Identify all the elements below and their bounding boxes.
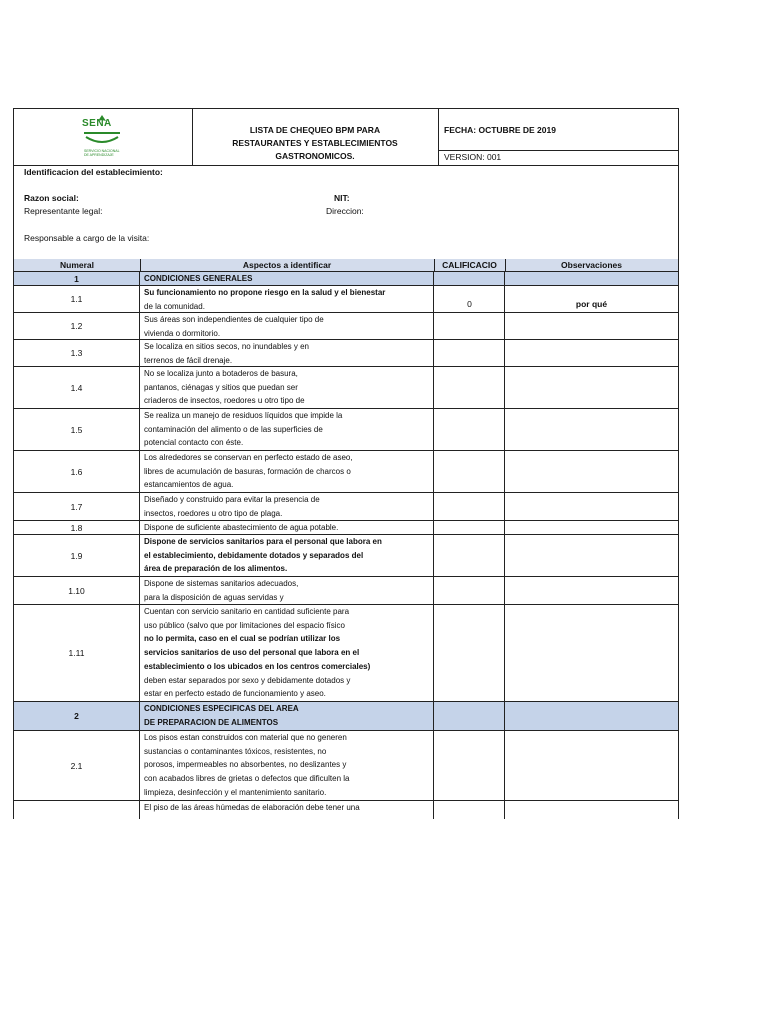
aspect-line: CONDICIONES ESPECIFICAS DEL AREA: [144, 704, 299, 713]
numeral-cell: 1: [14, 272, 140, 285]
calificacion-value: 0: [467, 299, 472, 309]
logo-subtitle: SERVICIO NACIONAL DE APRENDIZAJE: [84, 149, 120, 157]
numeral-header: Numeral: [59, 260, 94, 270]
numeral-cell: 1.11: [14, 605, 140, 701]
calificacion-cell[interactable]: [434, 521, 505, 534]
aspect-line: Dispone de sistemas sanitarios adecuados,: [144, 579, 299, 588]
numeral-cell: 1.10: [14, 577, 140, 604]
numeral-cell: [14, 801, 140, 819]
aspect-line: Cuentan con servicio sanitario en cantidad suficiente para: [144, 607, 350, 616]
aspect-line: Sus áreas son independientes de cualquier tipo de: [144, 315, 324, 324]
aspect-cell: [140, 521, 434, 534]
aspect-cell: [140, 801, 434, 819]
observaciones-value: por qué: [575, 299, 608, 309]
calificacion-cell[interactable]: [434, 605, 505, 701]
aspect-line: libres de acumulación de basuras, formación de charcos o: [144, 466, 351, 476]
aspect-line: Dispone de servicios sanitarios para el personal que labora en: [144, 537, 382, 546]
table-row: [14, 493, 678, 521]
aspect-cell: [140, 272, 434, 285]
observaciones-cell[interactable]: [505, 731, 678, 800]
observaciones-header: Observaciones: [561, 260, 622, 270]
title-line: GASTRONOMICOS.: [275, 151, 355, 161]
calificacion-cell[interactable]: [434, 535, 505, 576]
aspect-line: el establecimiento, debidamente dotados y separados del: [144, 550, 364, 560]
table-row: [14, 521, 678, 535]
aspect-line: contaminación del alimento o de las superficies de: [144, 424, 323, 434]
fecha-label: FECHA: OCTUBRE DE 2019: [444, 125, 556, 135]
observaciones-cell[interactable]: [505, 801, 678, 819]
observaciones-cell[interactable]: [505, 493, 678, 520]
identificacion-label: Identificacion del establecimiento:: [24, 167, 163, 177]
aspect-cell: [140, 577, 434, 604]
aspect-line: de la comunidad.: [144, 301, 205, 311]
numeral-cell: 1.2: [14, 313, 140, 339]
numeral-cell: 2.1: [14, 731, 140, 800]
observaciones-cell[interactable]: [505, 605, 678, 701]
aspect-line: criaderos de insectos, roedores u otro tipo de: [144, 396, 305, 406]
aspect-line: Diseñado y construido para evitar la presencia de: [144, 495, 320, 504]
numeral-cell: 2: [14, 702, 140, 730]
aspect-cell: [140, 313, 434, 339]
aspect-line: terrenos de fácil drenaje.: [144, 355, 233, 365]
observaciones-cell[interactable]: [505, 535, 678, 576]
table-row: [14, 731, 678, 801]
numeral-cell: 1.3: [14, 340, 140, 366]
observaciones-cell[interactable]: [505, 340, 678, 366]
aspect-line: estancamientos de agua.: [144, 480, 234, 490]
numeral-cell: 1.1: [14, 286, 140, 312]
aspect-line: uso público (salvo que por limitaciones del espacio físico: [144, 620, 345, 630]
aspect-line: estar en perfecto estado de funcionamiento y aseo.: [144, 689, 326, 699]
observaciones-cell[interactable]: [505, 577, 678, 604]
aspect-line: potencial contacto con éste.: [144, 438, 244, 448]
observaciones-cell[interactable]: [505, 367, 678, 408]
table-header: [14, 259, 678, 272]
razon-social-label: Razon social:: [24, 193, 79, 203]
calificacion-cell[interactable]: [434, 340, 505, 366]
observaciones-cell[interactable]: [505, 702, 678, 730]
numeral-cell: 1.5: [14, 409, 140, 450]
calificacion-cell[interactable]: [434, 367, 505, 408]
aspect-line: área de preparación de los alimentos.: [144, 564, 288, 574]
aspect-line: Los pisos estan construidos con material que no generen: [144, 733, 347, 742]
aspect-line: Se localiza en sitios secos, no inundables y en: [144, 342, 309, 351]
aspect-line: Los alrededores se conservan en perfecto estado de aseo,: [144, 453, 353, 462]
observaciones-cell[interactable]: [505, 521, 678, 534]
aspect-line: deben estar separados por sexo y debidamente dotados y: [144, 675, 351, 685]
aspect-line: sustancias o contaminantes tóxicos, resistentes, no: [144, 746, 327, 756]
document-header: [14, 109, 678, 166]
section-row: [14, 272, 678, 286]
numeral-cell: 1.4: [14, 367, 140, 408]
calificacion-cell[interactable]: [434, 313, 505, 339]
aspect-line: establecimiento o los ubicados en los centros comerciales): [144, 661, 371, 671]
aspectos-header: Aspectos a identificar: [242, 260, 332, 270]
calificacion-cell[interactable]: [434, 409, 505, 450]
observaciones-cell[interactable]: [505, 286, 678, 312]
aspect-cell: [140, 731, 434, 800]
table-row: [14, 801, 678, 819]
aspect-line: CONDICIONES GENERALES: [144, 274, 253, 283]
calificacion-cell[interactable]: [434, 493, 505, 520]
aspect-line: DE PREPARACION DE ALIMENTOS: [144, 717, 279, 727]
aspect-cell: [140, 409, 434, 450]
aspect-line: Dispone de suficiente abastecimiento de agua potable.: [144, 523, 339, 532]
aspect-cell: [140, 702, 434, 730]
aspect-line: servicios sanitarios de uso del personal que labora en el: [144, 648, 360, 658]
direccion-label: Direccion:: [326, 206, 364, 216]
version-cell: [438, 150, 678, 165]
responsable-label: Responsable a cargo de la visita:: [24, 233, 150, 243]
nit-label: NIT:: [334, 193, 350, 203]
table-row: [14, 286, 678, 313]
table-row: [14, 367, 678, 409]
aspect-line: no lo permita, caso en el cual se podrían utilizar los: [144, 634, 341, 644]
checklist-sheet: [13, 108, 679, 819]
aspect-line: Su funcionamiento no propone riesgo en la salud y el bienestar: [144, 288, 386, 297]
aspect-line: porosos, impermeables no absorbentes, no deslizantes y: [144, 760, 347, 770]
aspect-cell: [140, 605, 434, 701]
aspect-cell: [140, 367, 434, 408]
aspect-line: vivienda o dormitorio.: [144, 328, 221, 338]
establishment-info: [14, 165, 678, 260]
version-label: VERSION: 001: [444, 152, 502, 162]
date-cell: [438, 109, 678, 151]
numeral-cell: 1.8: [14, 521, 140, 534]
representante-label: Representante legal:: [24, 206, 103, 216]
calificacion-cell[interactable]: [434, 286, 505, 312]
logo-cell: [14, 109, 193, 165]
numeral-cell: 1.6: [14, 451, 140, 492]
calificacion-cell[interactable]: [434, 451, 505, 492]
aspect-line: El piso de las áreas húmedas de elaboración debe tener una: [144, 803, 360, 812]
observaciones-cell[interactable]: [505, 313, 678, 339]
table-row: [14, 577, 678, 605]
aspect-line: con acabados libres de grietas o defectos que dificulten la: [144, 774, 350, 784]
table-row: [14, 451, 678, 493]
aspect-line: No se localiza junto a botaderos de basura,: [144, 369, 298, 378]
table-row: [14, 535, 678, 577]
table-row: [14, 313, 678, 340]
logo-text: SENA: [82, 118, 112, 129]
observaciones-cell[interactable]: [505, 409, 678, 450]
calificacion-cell[interactable]: [434, 272, 505, 285]
aspect-line: insectos, roedores u otro tipo de plaga.: [144, 508, 283, 518]
title-line: LISTA DE CHEQUEO BPM PARA: [249, 125, 381, 135]
aspect-cell: [140, 493, 434, 520]
calificacion-cell[interactable]: [434, 702, 505, 730]
section-row: [14, 702, 678, 731]
numeral-cell: 1.7: [14, 493, 140, 520]
aspect-line: pantanos, ciénagas y sitios que puedan ser: [144, 382, 298, 392]
title-line: RESTAURANTES Y ESTABLECIMIENTOS: [232, 138, 398, 148]
document-title: [192, 109, 439, 165]
calificacion-cell[interactable]: [434, 731, 505, 800]
aspect-line: Se realiza un manejo de residuos líquidos que impide la: [144, 411, 343, 420]
observaciones-cell[interactable]: [505, 272, 678, 285]
calificacion-cell[interactable]: [434, 801, 505, 819]
aspect-line: para la disposición de aguas servidas y: [144, 592, 284, 602]
calificacion-cell[interactable]: [434, 577, 505, 604]
aspect-cell: [140, 286, 434, 312]
table-row: [14, 340, 678, 367]
aspect-line: limpieza, desinfección y el mantenimiento sanitario.: [144, 787, 327, 797]
aspect-cell: [140, 451, 434, 492]
numeral-cell: 1.9: [14, 535, 140, 576]
aspect-cell: [140, 535, 434, 576]
table-row: [14, 409, 678, 451]
observaciones-cell[interactable]: [505, 451, 678, 492]
aspect-cell: [140, 340, 434, 366]
calificacion-header: CALIFICACIO: [442, 260, 497, 270]
table-row: [14, 605, 678, 702]
